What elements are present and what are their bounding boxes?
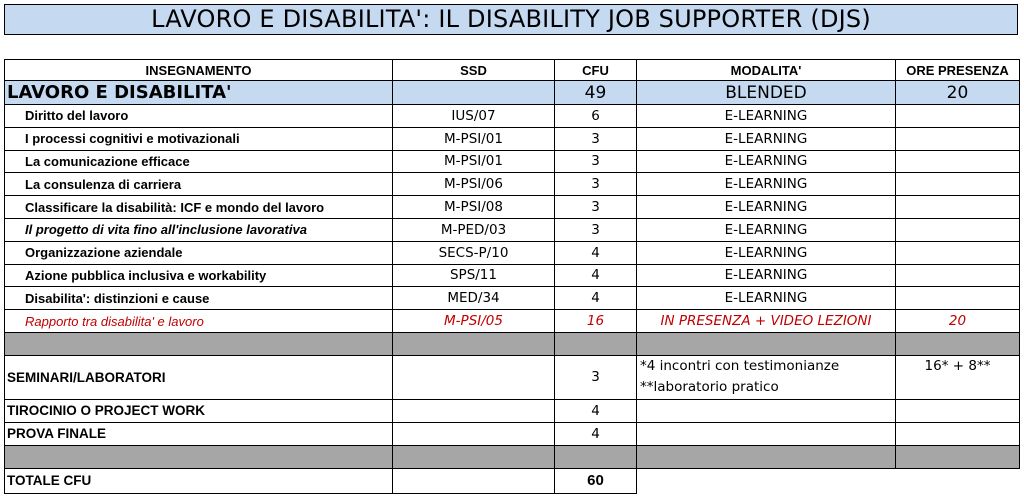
course-ssd: M-PED/03 <box>393 218 555 241</box>
separator-cell <box>896 332 1020 355</box>
totale-row <box>5 468 1020 493</box>
table-row <box>5 127 1020 150</box>
course-cfu: 4 <box>555 241 637 264</box>
course-modalita: E-LEARNING <box>637 264 896 287</box>
section-cfu: 49 <box>555 81 637 105</box>
header-modalita: MODALITA' <box>637 60 896 81</box>
seminari-name: SEMINARI/LABORATORI <box>5 355 393 399</box>
course-name: Diritto del lavoro <box>5 105 393 128</box>
separator-cell <box>5 445 393 468</box>
prova-ssd <box>393 422 555 445</box>
table-row <box>5 218 1020 241</box>
course-ore <box>896 241 1020 264</box>
course-cfu: 4 <box>555 264 637 287</box>
course-cfu: 6 <box>555 105 637 128</box>
page-title: LAVORO E DISABILITA': IL DISABILITY JOB SUPPORTER (DJS) <box>4 4 1018 35</box>
header-insegnamento: INSEGNAMENTO <box>5 60 393 81</box>
course-name: Rapporto tra disabilita' e lavoro <box>5 310 393 333</box>
section-modalita: BLENDED <box>637 81 896 105</box>
course-name: Il progetto di vita fino all'inclusione lavorativa <box>5 218 393 241</box>
prova-name: PROVA FINALE <box>5 422 393 445</box>
seminari-note-1: *4 incontri con testimonianze <box>640 357 840 374</box>
course-ssd: M-PSI/01 <box>393 150 555 173</box>
section-row <box>5 81 1020 105</box>
separator-cell <box>555 332 637 355</box>
course-name: La consulenza di carriera <box>5 173 393 196</box>
table-row <box>5 196 1020 219</box>
header-row <box>5 60 1020 81</box>
course-ssd: M-PSI/08 <box>393 196 555 219</box>
separator-cell <box>637 332 896 355</box>
course-modalita: E-LEARNING <box>637 173 896 196</box>
tirocinio-row <box>5 399 1020 422</box>
curriculum-table <box>4 59 1020 494</box>
section-ore: 20 <box>896 81 1020 105</box>
course-name: Classificare la disabilità: ICF e mondo del lavoro <box>5 196 393 219</box>
seminari-row <box>5 355 1020 399</box>
course-ore <box>896 264 1020 287</box>
totale-empty <box>896 468 1020 493</box>
course-cfu: 3 <box>555 218 637 241</box>
seminari-ssd <box>393 355 555 399</box>
prova-cfu: 4 <box>555 422 637 445</box>
table-row <box>5 287 1020 310</box>
course-modalita: E-LEARNING <box>637 196 896 219</box>
course-modalita: E-LEARNING <box>637 150 896 173</box>
totale-ssd <box>393 468 555 493</box>
course-modalita: IN PRESENZA + VIDEO LEZIONI <box>637 310 896 333</box>
section-name: LAVORO E DISABILITA' <box>5 81 393 105</box>
course-modalita: E-LEARNING <box>637 105 896 128</box>
course-name: Organizzazione aziendale <box>5 241 393 264</box>
separator-cell <box>393 445 555 468</box>
course-ssd: M-PSI/06 <box>393 173 555 196</box>
course-ore <box>896 127 1020 150</box>
course-ore <box>896 105 1020 128</box>
course-ssd: MED/34 <box>393 287 555 310</box>
course-modalita: E-LEARNING <box>637 241 896 264</box>
course-ssd: IUS/07 <box>393 105 555 128</box>
course-ssd: SECS-P/10 <box>393 241 555 264</box>
course-cfu: 3 <box>555 127 637 150</box>
course-ore <box>896 150 1020 173</box>
course-ore <box>896 196 1020 219</box>
prova-ore <box>896 422 1020 445</box>
course-cfu: 3 <box>555 150 637 173</box>
tirocinio-modalita <box>637 399 896 422</box>
course-ssd: M-PSI/05 <box>393 310 555 333</box>
course-name: Azione pubblica inclusiva e workability <box>5 264 393 287</box>
tirocinio-ore <box>896 399 1020 422</box>
course-cfu: 16 <box>555 310 637 333</box>
totale-cfu: 60 <box>555 468 637 493</box>
separator-cell <box>555 445 637 468</box>
separator-row <box>5 332 1020 355</box>
tirocinio-cfu: 4 <box>555 399 637 422</box>
course-cfu: 4 <box>555 287 637 310</box>
section-ssd <box>393 81 555 105</box>
tirocinio-ssd <box>393 399 555 422</box>
course-modalita: E-LEARNING <box>637 127 896 150</box>
table-row <box>5 173 1020 196</box>
separator-cell <box>393 332 555 355</box>
tirocinio-name: TIROCINIO O PROJECT WORK <box>5 399 393 422</box>
separator-cell <box>5 332 393 355</box>
seminari-note-2: **laboratorio pratico <box>640 378 779 395</box>
course-ssd: SPS/11 <box>393 264 555 287</box>
seminari-notes <box>637 355 896 399</box>
header-ore-presenza: ORE PRESENZA <box>896 60 1020 81</box>
prova-row <box>5 422 1020 445</box>
header-cfu: CFU <box>555 60 637 81</box>
table-row <box>5 310 1020 333</box>
course-ore: 20 <box>896 310 1020 333</box>
course-ssd: M-PSI/01 <box>393 127 555 150</box>
course-ore <box>896 287 1020 310</box>
table-row <box>5 264 1020 287</box>
table-row <box>5 105 1020 128</box>
totale-empty <box>637 468 896 493</box>
table-row <box>5 150 1020 173</box>
separator-cell <box>896 445 1020 468</box>
seminari-cfu: 3 <box>555 355 637 399</box>
course-ore <box>896 173 1020 196</box>
header-ssd: SSD <box>393 60 555 81</box>
course-name: Disabilita': distinzioni e cause <box>5 287 393 310</box>
course-cfu: 3 <box>555 173 637 196</box>
course-name: La comunicazione efficace <box>5 150 393 173</box>
course-modalita: E-LEARNING <box>637 218 896 241</box>
prova-modalita <box>637 422 896 445</box>
separator-row <box>5 445 1020 468</box>
course-ore <box>896 218 1020 241</box>
separator-cell <box>637 445 896 468</box>
course-modalita: E-LEARNING <box>637 287 896 310</box>
course-cfu: 3 <box>555 196 637 219</box>
course-name: I processi cognitivi e motivazionali <box>5 127 393 150</box>
seminari-ore: 16* + 8** <box>896 355 1020 399</box>
totale-name: TOTALE CFU <box>5 468 393 493</box>
table-row <box>5 241 1020 264</box>
